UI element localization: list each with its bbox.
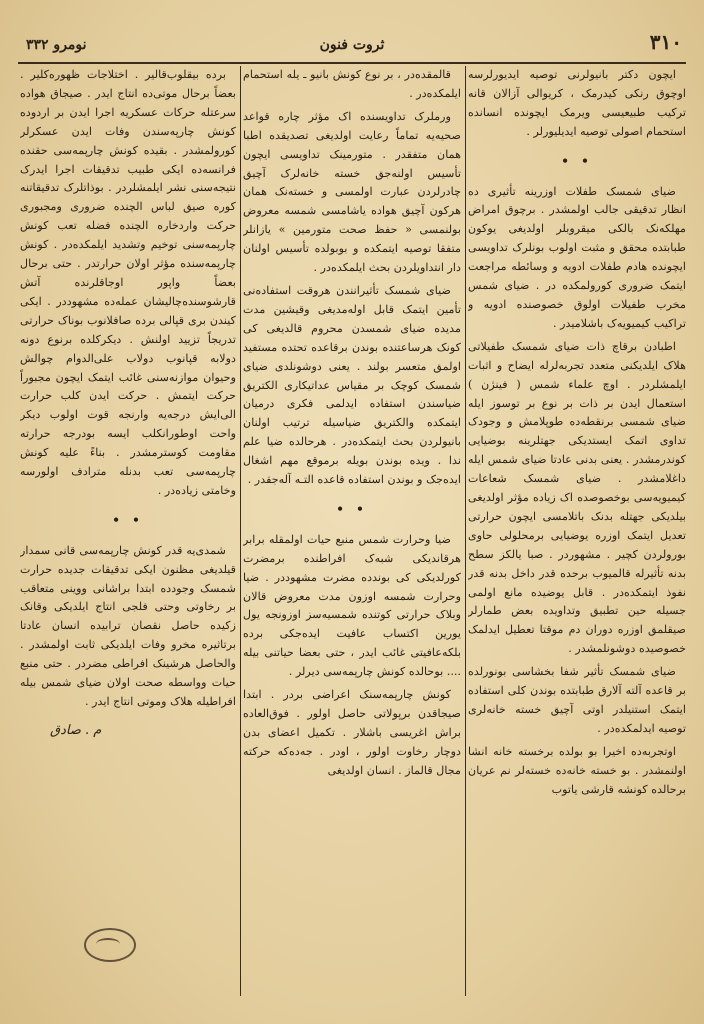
- column-divider: [465, 66, 466, 996]
- column-left: [20, 66, 236, 996]
- paragraph: ورملرک تداویسنده اک مؤثر چاره قواعد صحیه‌یه تماماً رعایت اولدیغی تصدیقده اطبا همان متفقدر . متورمینک تداویسی ایچون تأسیس اولنه‌جق خسته خانه‌لرک آچیق چادرلردن عبارت اولمسی و خسته‌نک همان هرکون آچیق هواده یاشامسی شمسه معروض بولنمسی « حفظ صحت متورمین » یازانلر متفقا توصیه ایتمکده و بوبولده تأسیس اولنان دار انتداویلردن بحث ایلمکده‌در .: [243, 109, 461, 275]
- column-middle: [243, 66, 461, 996]
- library-stamp-icon: [84, 928, 136, 962]
- section-separator: • •: [561, 153, 593, 168]
- paragraph: برده بیقلوب‌قالیر . اختلاجات ظهوره‌کلیر . بعضاً برحال موتی‌ده انتاج ایدر . صیجاق هواده سرعتله حرکات عسکریه اجرا ایدن بر اردوده کونش چارپه‌سندن وفات ایدن عسکرلر کورولمشدر . بقیده کونش چارپمه‌سی حقنده فرانسه‌ده ایکی طبیب تدقیقات اجرا ایدرک نتیجه‌سنی نشر ایلمشلردر . بوذاتلرک تدقیقاتنه کوره صیق لباس الچنده ضروری ومجبوری حرکت واردخاره الچنده فضله تعب کونش چارپمه‌سنی توخیم وتشدید ایلمکده‌در . کونش چارپمه‌سنده مؤثر اولان حرارتدر . حتی برحال بعضاً واپور اوجاقلرنده آتش قارشوسنده‌چالیشان عمله‌ده مشهوددر . ایکی کیندن بری قپالی برده صافلانوب بوناک حرارتی تدریجاً تزیید اولنش . دیکرکلده برنوع دونه دولابه قپانوب دولاب علی‌الدوام چوالش وحیوان موازنه‌سنی غائب ایتمک ایچون مجبوراً حرکت ایتمش . حرکت ایدن کلب حرارت الی‌ایش درجه‌یه وارنجه قوت اولوب دیکر واحت اوطورانکلب ایسه بودرجه حرارته مقاومت کوسترمشدر . بناءً علیه کونش چارپمه‌سی تعب بدنله مترادف اولورسه وخامتی زیاده‌در .: [20, 68, 236, 497]
- column-right: [468, 66, 686, 996]
- paragraph: ایچون دکتر بانیولرنی توصیه ایدیورلرسه اوچوق رنکی کیدرمک ، کریوالی آزالان قانه ترکیب طبیعیسی ویرمک ایچونده انسانده استحمام اصولی توصیه ایدیلیورلر .: [468, 68, 686, 138]
- paragraph: اطبادن برقاچ ذات ضیای شمسک طفیلاتی هلاک ایلدیکنی متعدد تجربه‌لرله ایضاح و اثبات ایلمشلردر . اوچ علماء شمس ( فینژن ) استعمال ایدن بر ذات بر نوع بر توسوز ایله ضیای شمسی برنقطه‌ده طوپلامش و وجودک تداوی اتمک ایستدیکی جهتلرینه بوضیایی کوندرمشدر . یعنی بدنی عادتا ضیای شمس ایله داغلامشدر . ضیای شمسک شعاعات کیمیویه‌سی بوخصوصده اک زیاده مؤثر اولدیغی بیلدیکی جهتله بدنک باتلامسی ایچون حرارتی تعدیل ایتمک اوزره یوضیایی برمحلولی حاوی بورولردن کچیر . مشهوردر . صبا یالکز سطح بدنه تأثیرله قالمیوب برحده قدر داخل بدنه قدر نفوذ ایتمکده‌در . قابل یوضیده مانع اولمی جسیله حین تطبیق وتداویده بعض طمارلر صیقلمق اوزره دوران دم موقتا تعطیل ایدلمک خصوصیده دوشونلمشدر .: [468, 339, 686, 656]
- section-separator: • •: [336, 501, 368, 516]
- author-signature: م . صادق: [50, 722, 102, 738]
- page-number: ٣١٠: [649, 30, 682, 54]
- paragraph: شمدی‌یه قدر کونش چارپمه‌سی قانی سمدار قیلدیغی مظنون ایکی تدقیقات جدیده حرارت شمسک وجودده ابتدا براشانی ووینی متعاقب بر رخاوتی وحتی فلجی انتاج ایلدیکی وقانک زکیده حاصل نقصان ترابیده انسان عادتا برتاثیره مخرو وفات ایلدیکی ثابت اولمشدر . والحاصل هرشینک افراطی مضردر . حتی منبع حیات وواسطه صحت اولان ضیای شمس بیله افراطیله هلاک وموتی انتاج ایدر .: [20, 543, 236, 708]
- paragraph: اوتجربه‌ده اخیرا بو بولده برخسته خانه انشا اولنمشدر . بو خسته خانه‌ده خسته‌لر نم عریان برحالده کونشه قارشی یاتوب: [468, 744, 686, 796]
- paragraph: قالمقده‌در ، بر نوع کونش بانیو ـ یله استحمام ایلمکده‌در .: [243, 68, 461, 100]
- issue-number: نومرو ٣٣٢: [26, 37, 87, 53]
- paragraph: ضیای شمسک تأثیر شفا بخشاسی بونورلده بر قاعده آلته آلارق طبابتده بوندن کلی استفاده ایتمک استنیلدر اوتی آچیق خسته خانه‌لری توصیه ایدلمکده‌در .: [468, 665, 686, 735]
- paragraph: ضیای شمسک تأثیرانندن هروقت استفاده‌نی تأمین ایتمک قابل اوله‌مدیغی وقیشین مدت مدیده ضیای شمسدن محروم قالدیغی کی کونک هرساعتنده بوندن برقاعده تحتده مستفید اولمق متعسر بولند . یعنی دوشونلدی ضیای شمسک کوچک بر مقیاس عداتیکاری الکتریق ضیاسندن استفاده ایدلمی فکری درمیان ایتمکده والکتریق ضیاسیله ترتیب اولنان بانیولردن بحث ایتمکده‌در . هرحالده ضیا علم ندا . ویده بوندن بویله برموقع مهم اشغال ایده‌جک و بوندن استفاده قاعده التـه آله‌جقدر .: [243, 283, 461, 487]
- page-header: [18, 28, 686, 64]
- journal-title: ثروت فنون: [319, 37, 385, 53]
- column-divider: [240, 66, 241, 996]
- paragraph: ضیا وحرارت شمس منبع حیات اولمقله برابر هرقاندیکی شبه‌ک افراطنده برمضرت کورلدیکی کی بوندده مضرت مشهوددر . ضیا وحرارت شمسه اوزون مدت معروض قالان وبلاک حرارتی کوتنده شمسیه‌سز اوزونجه یول یورین اکتساب عافیت ایده‌جکی برده بلکه‌عافیتی غائب ایدر ، حتی بعضا حیاتنی بیله .... بوحالده کونش چارپمه‌سی دیرلر .: [243, 532, 461, 679]
- article-columns: [18, 66, 686, 996]
- section-separator: • •: [112, 512, 144, 527]
- paragraph: کونش چارپمه‌سنک اعراضی بردر . ابتدا صیجاقدن برپولاتی حاصل اولور . فوق‌العاده براش اغریسی باشلار . تکمیل اعضای بدن دوچار رخاوت اولور ، اودر . جه‌ده‌که حرکته مجال قالماز . انسان اولدیغی: [243, 688, 461, 777]
- paragraph: ضیای شمسک طفلات اوزرینه تأثیری ده انظار تدقیقی جالب اولمشدر . برچوق امراض مهلکه‌نک بالکی میقروبلر اولدیغی یوکون طبابتده محقق و مثبت اولوب بونلرک تداویسی ایچونده هادم طفلات ادویه و وسائطه مراجعت ایتمک ضروری کورولمکده در . ضیای شمس مخرب طفیلات اولوق خصوصنده ادویه و تراکیب کیمیویه‌ک باشلامیدر .: [468, 184, 686, 330]
